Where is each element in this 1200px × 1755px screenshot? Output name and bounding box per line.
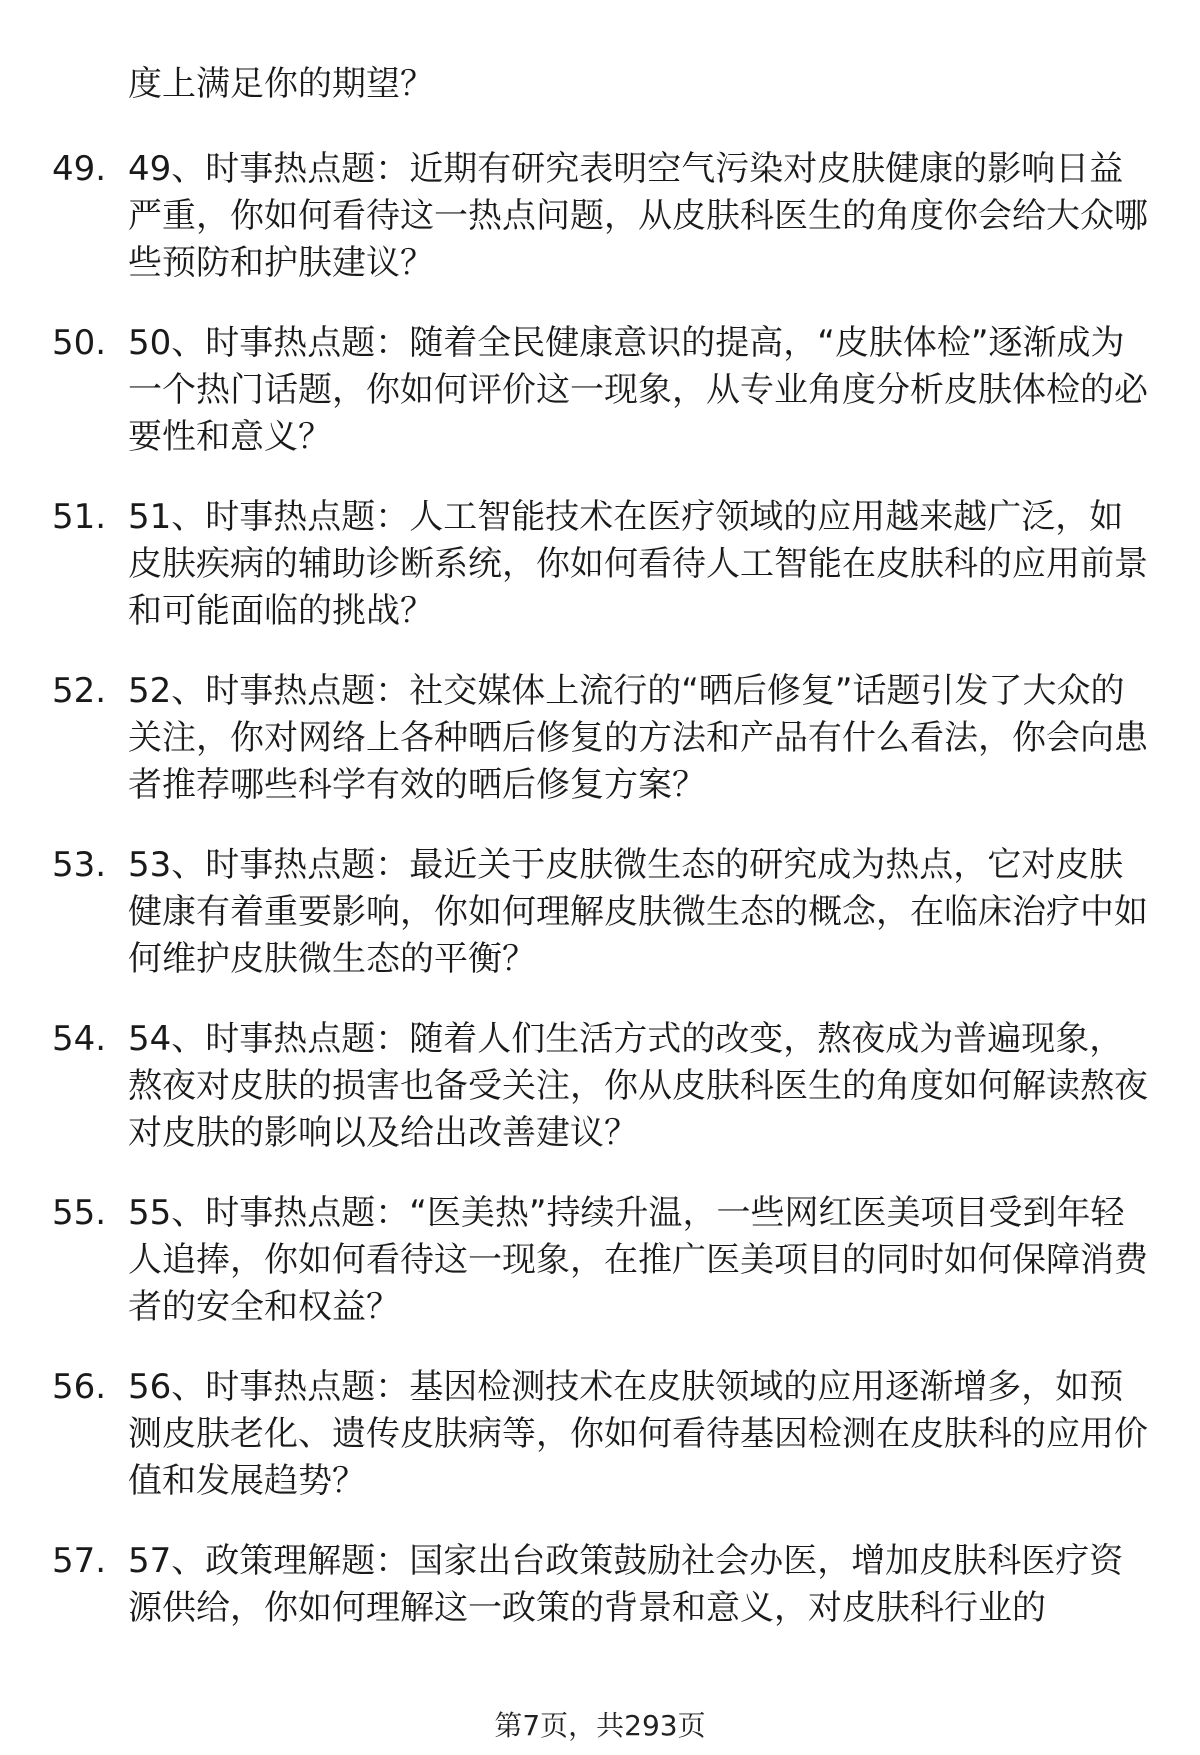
question-text: 49、时事热点题：近期有研究表明空气污染对皮肤健康的影响日益严重，你如何看待这一热点问题，从皮肤科医生的角度你会给大众哪些预防和护肤建议？ [128,149,1148,283]
question-item [52,1364,1152,1505]
question-item [52,146,1152,287]
question-item [52,494,1152,635]
question-number: 55. [52,1193,107,1233]
question-text: 52、时事热点题：社交媒体上流行的“晒后修复”话题引发了大众的关注，你对网络上各种晒后修复的方法和产品有什么看法，你会向患者推荐哪些科学有效的晒后修复方案？ [128,671,1148,805]
question-list [52,146,1152,1665]
question-text: 53、时事热点题：最近关于皮肤微生态的研究成为热点，它对皮肤健康有着重要影响，你如何理解皮肤微生态的概念，在临床治疗中如何维护皮肤微生态的平衡？ [128,845,1148,979]
question-number: 53. [52,845,107,885]
question-number: 54. [52,1019,107,1059]
question-number: 57. [52,1541,107,1581]
question-text: 54、时事热点题：随着人们生活方式的改变，熬夜成为普遍现象，熬夜对皮肤的损害也备受关注，你从皮肤科医生的角度如何解读熬夜对皮肤的影响以及给出改善建议？ [128,1019,1148,1153]
question-item [52,320,1152,461]
page-footer: 第7页，共293页 [494,1709,706,1742]
question-text: 50、时事热点题：随着全民健康意识的提高，“皮肤体检”逐渐成为一个热门话题，你如何评价这一现象，从专业角度分析皮肤体检的必要性和意义？ [128,323,1148,457]
question-item [52,1538,1152,1632]
question-item [52,1190,1152,1331]
question-text: 55、时事热点题：“医美热”持续升温，一些网红医美项目受到年轻人追捧，你如何看待这一现象，在推广医美项目的同时如何保障消费者的安全和权益？ [128,1193,1148,1327]
question-text: 57、政策理解题：国家出台政策鼓励社会办医，增加皮肤科医疗资源供给，你如何理解这一政策的背景和意义，对皮肤科行业的 [128,1541,1124,1628]
question-number: 51. [52,497,107,537]
question-number: 50. [52,323,107,363]
continuation-text: 度上满足你的期望？ [128,64,434,104]
question-number: 49. [52,149,107,189]
question-text: 51、时事热点题：人工智能技术在医疗领域的应用越来越广泛，如皮肤疾病的辅助诊断系统，你如何看待人工智能在皮肤科的应用前景和可能面临的挑战？ [128,497,1148,631]
question-text: 56、时事热点题：基因检测技术在皮肤领域的应用逐渐增多，如预测皮肤老化、遗传皮肤病等，你如何看待基因检测在皮肤科的应用价值和发展趋势？ [128,1367,1148,1501]
question-number: 56. [52,1367,107,1407]
question-item [52,842,1152,983]
question-number: 52. [52,671,107,711]
question-item [52,668,1152,809]
question-item [52,1016,1152,1157]
